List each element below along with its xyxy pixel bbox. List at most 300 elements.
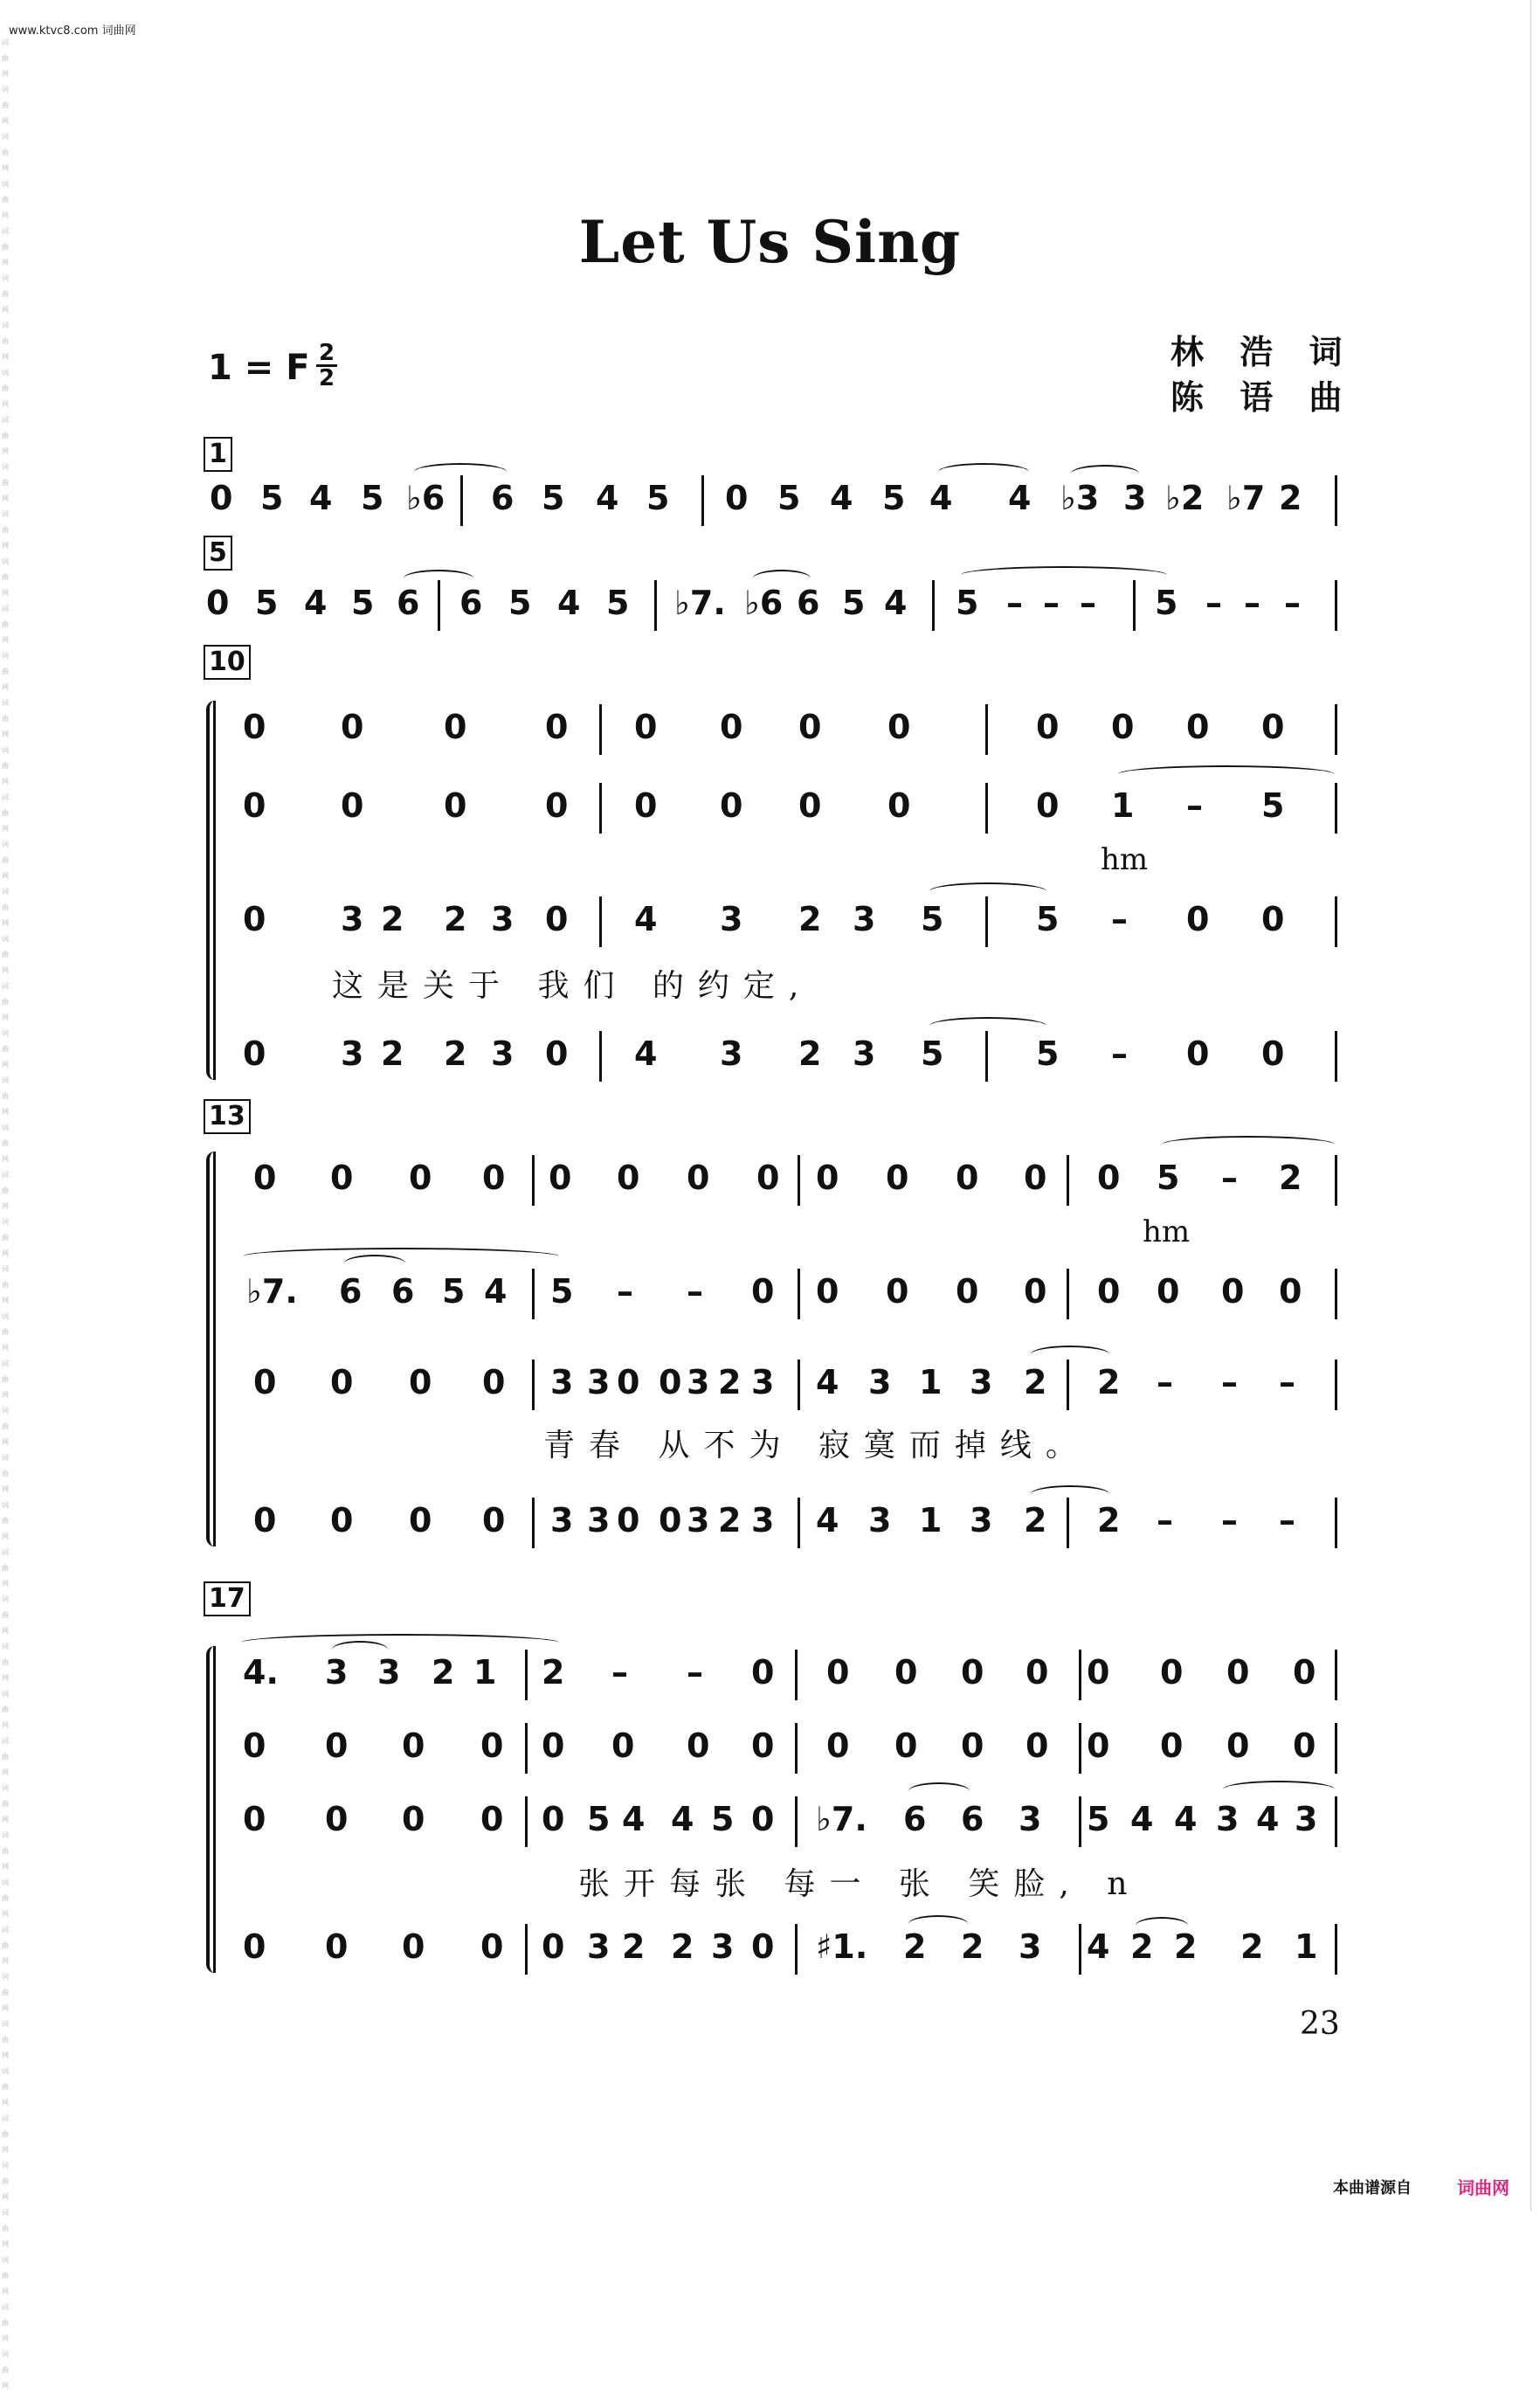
note-2-2-12: – [1111, 900, 1128, 938]
barline [532, 1498, 535, 1548]
footer-source-label: 本曲谱源自 [1333, 2179, 1412, 2197]
system-start-line [213, 1646, 216, 1973]
note-4-1-7: 0 [751, 1726, 775, 1765]
note-3-3-10: 3 [751, 1501, 775, 1539]
note-1-0-15: – [1006, 584, 1023, 622]
note-3-1-7: – [687, 1272, 703, 1311]
note-3-0-14: – [1221, 1159, 1238, 1197]
note-3-0-6: 0 [687, 1159, 710, 1197]
note-2-0-2: 0 [444, 708, 467, 746]
barline [798, 1498, 800, 1548]
barline [1067, 1269, 1069, 1319]
end-barline [1335, 1498, 1337, 1548]
note-2-3-12: – [1111, 1034, 1128, 1073]
note-1-0-7: 4 [557, 584, 581, 622]
slur [1118, 765, 1335, 783]
note-2-3-10: 5 [921, 1034, 944, 1073]
note-2-0-8: 0 [1036, 708, 1060, 746]
note-3-3-15: 2 [1024, 1501, 1047, 1539]
note-3-3-8: 3 [687, 1501, 710, 1539]
system-start-line [213, 701, 216, 1080]
barline [795, 1650, 798, 1700]
note-3-0-3: 0 [482, 1159, 506, 1197]
time-signature [316, 342, 337, 389]
note-4-3-3: 0 [480, 1927, 504, 1966]
note-2-2-4: 3 [491, 900, 514, 938]
note-2-3-6: 4 [634, 1034, 658, 1073]
note-4-3-6: 2 [622, 1927, 646, 1966]
end-barline [1335, 1155, 1337, 1206]
note-3-1-5: 5 [550, 1272, 574, 1311]
note-3-3-14: 3 [970, 1501, 993, 1539]
slur [241, 1634, 559, 1651]
note-2-2-9: 3 [853, 900, 876, 938]
note-1-0-6: 5 [508, 584, 532, 622]
end-barline [1335, 1031, 1337, 1082]
note-0-0-3: 5 [361, 479, 384, 517]
note-2-1-3: 0 [545, 786, 569, 825]
note-0-0-5: 6 [491, 479, 514, 517]
note-2-0-10: 0 [1186, 708, 1210, 746]
note-4-1-12: 0 [1087, 1726, 1110, 1765]
note-4-0-10: 0 [894, 1653, 918, 1692]
barline [438, 580, 440, 631]
note-4-1-4: 0 [542, 1726, 565, 1765]
note-3-3-17: – [1157, 1501, 1173, 1539]
note-3-0-7: 0 [756, 1159, 780, 1197]
note-4-3-7: 2 [671, 1927, 694, 1966]
note-4-1-15: 0 [1293, 1726, 1316, 1765]
note-2-0-7: 0 [887, 708, 911, 746]
note-0-0-19: 2 [1279, 479, 1302, 517]
end-barline [1335, 704, 1337, 755]
note-2-3-13: 0 [1186, 1034, 1210, 1073]
note-3-0-0: 0 [253, 1159, 277, 1197]
note-2-2-14: 0 [1261, 900, 1285, 938]
note-3-2-0: 0 [253, 1363, 277, 1401]
note-4-2-11: 6 [903, 1800, 927, 1838]
note-2-2-13: 0 [1186, 900, 1210, 938]
barline [599, 783, 602, 834]
barline [985, 1031, 988, 1082]
barline [1067, 1155, 1069, 1206]
note-2-2-3: 2 [444, 900, 467, 938]
note-4-0-1: 3 [325, 1653, 349, 1692]
note-4-3-18: 1 [1295, 1927, 1318, 1966]
note-2-0-6: 0 [798, 708, 822, 746]
note-2-1-9: 1 [1111, 786, 1135, 825]
barline [1079, 1650, 1081, 1700]
note-3-3-13: 1 [919, 1501, 943, 1539]
note-3-3-0: 0 [253, 1501, 277, 1539]
note-4-3-1: 0 [325, 1927, 349, 1966]
slur [344, 1255, 405, 1272]
note-3-0-11: 0 [1024, 1159, 1047, 1197]
note-3-0-15: 2 [1279, 1159, 1302, 1197]
note-2-0-9: 0 [1111, 708, 1135, 746]
note-0-0-9: 0 [725, 479, 749, 517]
note-1-0-10: ♭6 [744, 584, 784, 622]
note-2-2-10: 5 [921, 900, 944, 938]
note-3-3-19: – [1279, 1501, 1295, 1539]
end-barline [1335, 1360, 1337, 1410]
note-0-0-15: ♭3 [1060, 479, 1100, 517]
barline [795, 1723, 798, 1774]
note-2-0-3: 0 [545, 708, 569, 746]
note-4-2-18: 4 [1256, 1800, 1280, 1838]
slur [929, 882, 1046, 900]
note-4-2-16: 4 [1174, 1800, 1198, 1838]
note-3-2-14: 3 [970, 1363, 993, 1401]
barline [525, 1924, 528, 1975]
note-1-0-2: 4 [304, 584, 328, 622]
note-4-3-2: 0 [402, 1927, 425, 1966]
note-3-3-7: 0 [659, 1501, 682, 1539]
note-0-0-10: 5 [777, 479, 801, 517]
end-barline [1335, 896, 1337, 947]
slur [929, 1017, 1046, 1034]
note-2-0-5: 0 [720, 708, 743, 746]
barline [1067, 1498, 1069, 1548]
note-3-2-4: 3 [550, 1363, 574, 1401]
note-2-3-7: 3 [720, 1034, 743, 1073]
note-3-1-12: 0 [1024, 1272, 1047, 1311]
barline [985, 896, 988, 947]
note-0-0-4: ♭6 [406, 479, 445, 517]
note-2-0-4: 0 [634, 708, 658, 746]
note-3-0-1: 0 [330, 1159, 354, 1197]
barline [532, 1360, 535, 1410]
note-1-0-8: 5 [606, 584, 630, 622]
lyric-line-3: 张开每张 每一 张 笑脸, n [578, 1866, 1142, 1902]
key-signature: 1 = F [208, 348, 310, 388]
note-3-1-10: 0 [886, 1272, 909, 1311]
note-1-0-19: – [1205, 584, 1222, 622]
note-1-0-11: 6 [797, 584, 820, 622]
note-4-0-14: 0 [1160, 1653, 1184, 1692]
note-4-1-14: 0 [1226, 1726, 1250, 1765]
note-2-3-8: 2 [798, 1034, 822, 1073]
note-4-1-9: 0 [894, 1726, 918, 1765]
hum-text-2: hm [1143, 1214, 1191, 1249]
note-4-2-2: 0 [402, 1800, 425, 1838]
note-4-2-4: 0 [542, 1800, 565, 1838]
barline [798, 1360, 800, 1410]
note-3-0-4: 0 [549, 1159, 572, 1197]
barline [532, 1269, 535, 1319]
note-2-2-0: 0 [243, 900, 266, 938]
note-3-2-11: 4 [816, 1363, 839, 1401]
note-4-0-15: 0 [1226, 1653, 1250, 1692]
note-3-3-9: 2 [718, 1501, 742, 1539]
note-3-0-13: 5 [1157, 1159, 1180, 1197]
note-0-0-14: 4 [1008, 479, 1032, 517]
note-4-3-16: 2 [1174, 1927, 1198, 1966]
note-4-2-12: 6 [961, 1800, 984, 1838]
note-3-2-19: – [1279, 1363, 1295, 1401]
note-1-0-3: 5 [351, 584, 375, 622]
note-2-1-7: 0 [887, 786, 911, 825]
note-4-3-9: 0 [751, 1927, 775, 1966]
note-3-2-12: 3 [868, 1363, 892, 1401]
note-2-3-0: 0 [243, 1034, 266, 1073]
composer-credit: 陈 语 曲 [1171, 378, 1355, 417]
note-2-3-11: 5 [1036, 1034, 1060, 1073]
note-3-3-6: 0 [617, 1501, 640, 1539]
note-2-3-9: 3 [853, 1034, 876, 1073]
note-3-2-3: 0 [482, 1363, 506, 1401]
note-4-3-17: 2 [1240, 1927, 1264, 1966]
barline [1079, 1796, 1081, 1847]
barline [599, 1031, 602, 1082]
barline [795, 1924, 798, 1975]
note-3-2-15: 2 [1024, 1363, 1047, 1401]
measure-number-17: 17 [204, 1581, 251, 1616]
barline [985, 704, 988, 755]
note-0-0-2: 4 [309, 479, 333, 517]
note-3-1-3: 5 [442, 1272, 466, 1311]
barline [795, 1796, 798, 1847]
note-4-0-9: 0 [826, 1653, 850, 1692]
note-2-2-7: 3 [720, 900, 743, 938]
note-4-2-10: ♭7. [816, 1800, 867, 1838]
note-4-0-6: – [611, 1653, 628, 1692]
note-2-3-4: 3 [491, 1034, 514, 1073]
note-0-0-11: 4 [830, 479, 853, 517]
note-4-3-13: 3 [1019, 1927, 1042, 1966]
barline [654, 580, 657, 631]
page-number: 23 [1300, 2006, 1340, 2042]
note-3-1-16: 0 [1279, 1272, 1302, 1311]
measure-number-13: 13 [204, 1099, 251, 1134]
note-3-1-13: 0 [1097, 1272, 1121, 1311]
song-title: Let Us Sing [578, 208, 962, 276]
slur [961, 566, 1167, 584]
note-3-2-2: 0 [409, 1363, 432, 1401]
note-2-2-5: 0 [545, 900, 569, 938]
note-3-3-16: 2 [1097, 1501, 1121, 1539]
note-3-2-1: 0 [330, 1363, 354, 1401]
time-numerator: 2 [318, 340, 335, 366]
note-4-0-5: 2 [542, 1653, 565, 1692]
note-4-2-3: 0 [480, 1800, 504, 1838]
note-4-2-19: 3 [1295, 1800, 1318, 1838]
note-0-0-17: ♭2 [1165, 479, 1205, 517]
note-4-2-1: 0 [325, 1800, 349, 1838]
footer-site-logo[interactable]: 词曲网 [1457, 2177, 1509, 2198]
slur [908, 1782, 970, 1800]
barline [525, 1723, 528, 1774]
note-3-3-12: 3 [868, 1501, 892, 1539]
note-4-3-11: 2 [903, 1927, 927, 1966]
note-0-0-7: 4 [596, 479, 619, 517]
note-2-1-10: – [1186, 786, 1203, 825]
note-1-0-0: 0 [206, 584, 230, 622]
note-4-0-4: 1 [473, 1653, 497, 1692]
note-4-1-8: 0 [826, 1726, 850, 1765]
note-2-1-1: 0 [341, 786, 364, 825]
note-3-2-10: 3 [751, 1363, 775, 1401]
note-3-3-3: 0 [482, 1501, 506, 1539]
note-2-1-6: 0 [798, 786, 822, 825]
note-3-1-4: 4 [484, 1272, 508, 1311]
note-4-0-3: 2 [432, 1653, 455, 1692]
note-2-3-5: 0 [545, 1034, 569, 1073]
note-1-0-1: 5 [255, 584, 279, 622]
note-3-1-15: 0 [1221, 1272, 1245, 1311]
note-3-2-17: – [1157, 1363, 1173, 1401]
note-3-0-2: 0 [409, 1159, 432, 1197]
note-1-0-16: – [1043, 584, 1060, 622]
end-barline [1335, 1269, 1337, 1319]
note-2-3-3: 2 [444, 1034, 467, 1073]
note-1-0-21: – [1284, 584, 1301, 622]
note-3-0-8: 0 [816, 1159, 839, 1197]
barline [1133, 580, 1136, 631]
barline [798, 1155, 800, 1206]
note-3-2-13: 1 [919, 1363, 943, 1401]
note-3-0-12: 0 [1097, 1159, 1121, 1197]
note-4-2-14: 5 [1087, 1800, 1110, 1838]
note-3-1-11: 0 [956, 1272, 979, 1311]
end-barline [1335, 1796, 1337, 1847]
note-3-2-7: 0 [659, 1363, 682, 1401]
note-4-2-17: 3 [1216, 1800, 1240, 1838]
note-0-0-12: 5 [882, 479, 906, 517]
note-1-0-14: 5 [956, 584, 979, 622]
note-4-2-8: 5 [711, 1800, 735, 1838]
measure-number-10: 10 [204, 645, 251, 680]
system-start-line [213, 1152, 216, 1546]
note-4-1-3: 0 [480, 1726, 504, 1765]
note-0-0-18: ♭7 [1226, 479, 1266, 517]
note-0-0-13: 4 [929, 479, 953, 517]
note-4-2-5: 5 [587, 1800, 611, 1838]
note-4-1-6: 0 [687, 1726, 710, 1765]
note-3-2-18: – [1221, 1363, 1238, 1401]
note-4-1-2: 0 [402, 1726, 425, 1765]
note-2-2-6: 4 [634, 900, 658, 938]
end-barline [1335, 783, 1337, 834]
note-3-2-8: 3 [687, 1363, 710, 1401]
barline [599, 896, 602, 947]
note-1-0-12: 5 [842, 584, 866, 622]
note-2-2-2: 2 [381, 900, 404, 938]
slur [938, 463, 1029, 481]
barline [1079, 1723, 1081, 1774]
note-4-1-11: 0 [1026, 1726, 1049, 1765]
source-url[interactable]: www.ktvc8.com 词曲网 [9, 24, 136, 38]
barline [599, 704, 602, 755]
barline [532, 1155, 535, 1206]
note-3-1-8: 0 [751, 1272, 775, 1311]
note-4-0-16: 0 [1293, 1653, 1316, 1692]
note-2-1-4: 0 [634, 786, 658, 825]
note-3-3-5: 3 [587, 1501, 611, 1539]
note-4-2-9: 0 [751, 1800, 775, 1838]
measure-number-1: 1 [204, 437, 232, 472]
note-1-0-13: 4 [884, 584, 908, 622]
hum-text-1: hm [1101, 842, 1149, 877]
slur [1162, 1136, 1335, 1153]
note-2-3-2: 2 [381, 1034, 404, 1073]
note-2-1-5: 0 [720, 786, 743, 825]
note-4-3-10: ♯1. [816, 1927, 868, 1966]
note-3-0-9: 0 [886, 1159, 909, 1197]
lyric-line-2: 青春 从不为 寂寞而掉线。 [543, 1428, 1091, 1463]
barline [1067, 1360, 1069, 1410]
note-4-0-0: 4. [243, 1653, 279, 1692]
page-right-edge [1530, 0, 1531, 2211]
barline [525, 1796, 528, 1847]
note-2-0-0: 0 [243, 708, 266, 746]
note-2-2-11: 5 [1036, 900, 1060, 938]
note-4-1-0: 0 [243, 1726, 266, 1765]
note-4-1-13: 0 [1160, 1726, 1184, 1765]
note-4-2-0: 0 [243, 1800, 266, 1838]
note-3-0-5: 0 [617, 1159, 640, 1197]
note-4-1-10: 0 [961, 1726, 984, 1765]
note-3-1-1: 6 [339, 1272, 363, 1311]
note-1-0-9: ♭7. [674, 584, 726, 622]
note-3-2-16: 2 [1097, 1363, 1121, 1401]
lyricist-credit: 林 浩 词 [1171, 333, 1355, 371]
note-4-1-1: 0 [325, 1726, 349, 1765]
note-4-0-11: 0 [961, 1653, 984, 1692]
note-0-0-16: 3 [1123, 479, 1147, 517]
note-4-3-8: 3 [711, 1927, 735, 1966]
note-4-0-2: 3 [377, 1653, 401, 1692]
note-1-0-18: 5 [1155, 584, 1178, 622]
end-barline [1335, 1924, 1337, 1975]
slur [1031, 1485, 1109, 1503]
note-3-2-9: 2 [718, 1363, 742, 1401]
note-4-2-7: 4 [671, 1800, 694, 1838]
note-2-0-1: 0 [341, 708, 364, 746]
end-barline [1335, 1723, 1337, 1774]
note-3-3-2: 0 [409, 1501, 432, 1539]
slur [1223, 1781, 1335, 1798]
note-4-0-8: 0 [751, 1653, 775, 1692]
note-2-3-1: 3 [341, 1034, 364, 1073]
barline [1079, 1924, 1081, 1975]
note-3-3-1: 0 [330, 1501, 354, 1539]
note-4-3-15: 2 [1130, 1927, 1154, 1966]
note-2-1-2: 0 [444, 786, 467, 825]
note-3-0-10: 0 [956, 1159, 979, 1197]
note-4-2-6: 4 [622, 1800, 646, 1838]
note-3-3-18: – [1221, 1501, 1238, 1539]
note-4-0-7: – [687, 1653, 703, 1692]
watermark-strip: 词曲网词曲网词曲网词曲网词曲网词曲网词曲网词曲网词曲网词曲网词曲网词曲网词曲网词曲网词曲网词曲网词曲网词曲网词曲网词曲网词曲网词曲网词曲网词曲网词曲网词曲网词曲网词曲网词曲网词曲网词曲网词曲网词曲网词曲网词曲网词曲网词曲网词曲网词曲网词曲网词曲网词曲网词曲网词曲网词曲网词曲网词曲网词曲网词曲网词曲网 [2, 38, 9, 2390]
barline [525, 1650, 528, 1700]
note-1-0-5: 6 [459, 584, 483, 622]
note-2-2-8: 2 [798, 900, 822, 938]
note-4-3-14: 4 [1087, 1927, 1110, 1966]
note-2-2-1: 3 [341, 900, 364, 938]
note-4-0-13: 0 [1087, 1653, 1110, 1692]
note-4-3-0: 0 [243, 1927, 266, 1966]
note-1-0-20: – [1244, 584, 1260, 622]
barline [798, 1269, 800, 1319]
end-barline [1335, 475, 1337, 526]
note-0-0-6: 5 [542, 479, 565, 517]
lyric-line-1: 这是关于 我们 的约定, [332, 968, 813, 1004]
note-2-1-8: 0 [1036, 786, 1060, 825]
barline [460, 475, 463, 526]
note-3-1-9: 0 [816, 1272, 839, 1311]
note-0-0-8: 5 [646, 479, 670, 517]
